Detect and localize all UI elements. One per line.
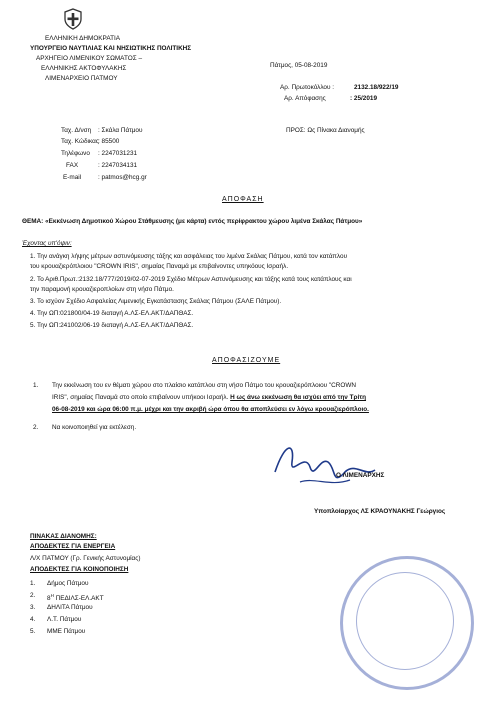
consideration-1-line-1: 1. Την ανάγκη λήψης μέτρων αστυνόμευσης τάξης και ασφάλειας του λιμένα Σκάλας Πάτμου, κατά τον κατάπλου [30,253,348,260]
header-line-3: ΑΡΧΗΓΕΙΟ ΛΙΜΕΝΙΚΟΥ ΣΩΜΑΤΟΣ – [36,55,143,62]
consideration-2-line-1: 2. Το Αριθ.Πρωτ.:2132.18/777/2019/02-07-2019 Σχέδιο Μέτρων Αστυνόμευσης και τάξης κατά τους κατάπλους και [30,276,352,283]
decision-2-number: 2. [33,424,39,431]
consideration-3: 3. Το ισχύον Σχέδιο Ασφαλείας Λιμενικής Εγκατάστασης Σκάλας Πάτμου (ΣΑΛΕ Πάτμου). [30,298,282,305]
decision-1-line-2 [52,394,366,402]
action-heading: ΑΠΟΔΕΚΤΕΣ ΓΙΑ ΕΝΕΡΓΕΙΑ [30,543,116,550]
consideration-4: 4. Την ΩΠ:021800/04-19 διαταγή Α.ΛΣ-ΕΛ.ΑΚΤ/ΔΑΠΘΑΣ. [30,310,194,317]
header-line-1: ΕΛΛΗΝΙΚΗ ΔΗΜΟΚΡΑΤΙΑ [45,35,121,42]
contact-zip-value: : 85500 [98,138,120,145]
contact-address-value: : Σκάλα Πάτμου [98,127,143,134]
info-item-5-number: 5. [30,628,36,635]
info-item-2-text [47,592,104,603]
contact-phone-value: : 2247031231 [98,150,138,157]
contact-zip-label: Ταχ. Κώδικας [61,138,99,145]
info-item-2-number: 2. [30,592,36,599]
header-line-5: ΛΙΜΕΝΑΡΧΕΙΟ ΠΑΤΜΟΥ [45,75,118,82]
consideration-5: 5. Την ΩΠ:241002/06-19 διαταγή Α.ΛΣ-ΕΛ.ΑΚΤ/ΔΑΠΘΑΣ. [30,322,194,329]
decision-1-line-2-plain: IRIS", σημαίας Παναμά στο οποίο επιβαίνουν υπήκοοι Ισραήλ. [52,394,231,401]
info-item-4-text: Λ.Τ. Πάτμου [47,616,82,623]
header-line-4: ΕΛΛΗΝΙΚΗΣ ΑΚΤΟΦΥΛΑΚΗΣ [41,65,127,72]
info-item-2-num-text: 8 [47,595,51,603]
contact-fax-value: : 2247034131 [98,162,138,169]
handwritten-signature [270,432,380,507]
contact-address-label: Ταχ. Δ/νση [61,127,92,134]
action-item-1: Λ/Χ ΠΑΤΜΟΥ (Γρ. Γενικής Αστυνομίας) [30,555,141,562]
decision-1-number: 1. [33,382,39,389]
info-item-2-rest: ΠΕΔΙΛΣ-ΕΛ.ΑΚΤ [53,595,104,603]
info-item-2-sup: Η [50,593,54,598]
subject: ΘΕΜΑ: «Εκκένωση Δημοτικού Χώρου Στάθμευσης (με κάρτα) εντός περίφρακτου χώρου λιμένα Σκάλας Πάτμου» [22,218,363,225]
info-item-1-text: Δήμος Πάτμου [47,580,89,587]
signature-title: Ο ΛΙΜΕΝΑΡΧΗΣ [336,472,385,479]
decision-value: : 25/2019 [350,95,378,102]
decide-heading: ΑΠΟΦΑΣΙΖΟΥΜΕ [212,357,281,364]
info-item-3-number: 3. [30,604,36,611]
info-item-5-text: ΜΜΕ Πάτμου [47,628,86,635]
contact-phone-label: Τηλέφωνο [61,150,90,157]
header-line-2: ΥΠΟΥΡΓΕΙΟ ΝΑΥΤΙΛΙΑΣ ΚΑΙ ΝΗΣΙΩΤΙΚΗΣ ΠΟΛΙΤΙΚΗΣ [30,45,192,52]
contact-email-value: : patmos@hcg.gr [98,174,147,181]
recipient: ΠΡΟΣ: Ως Πίνακα Διανομής [286,127,365,134]
info-item-3-text: ΔΗΛΙΤΑ Πάτμου [47,604,93,611]
decision-2-text: Να κοινοποιηθεί για εκτέλεση. [52,424,137,431]
consideration-2-line-2: την παραμονή κρουαζιεροπλοίων στη νήσο Πάτμο. [30,286,174,293]
protocol-value: 2132.18/922/19 [354,84,399,91]
contact-email-label: E-mail [63,174,82,181]
contact-fax-label: FAX [66,162,79,169]
decision-label: Αρ. Απόφασης [284,95,326,102]
coat-of-arms-icon [62,8,84,30]
consideration-1-line-2: του κρουαζιερόπλοιου "CROWN IRIS", σημαίας Παναμά με επιβαίνοντες υπηκόους Ισραήλ. [30,263,289,270]
considering-heading: Έχοντας υπ'όψιν: [22,240,72,247]
info-item-4-number: 4. [30,616,36,623]
decision-1-line-2-emph: Η ως άνω εκκένωση θα ισχύει από την Τρίτη [230,394,367,401]
place-date: Πάτμος, 05-08-2019 [270,62,328,69]
info-heading: ΑΠΟΔΕΚΤΕΣ ΓΙΑ ΚΟΙΝΟΠΟΙΗΣΗ [30,566,129,573]
protocol-label: Αρ. Πρωτοκόλλου : [280,84,335,91]
decision-1-line-3: 06-08-2019 και ώρα 06:00 π.μ. μέχρι και την ακριβή ώρα όπου θα αποπλεύσει εν λόγω κρουαζιερόπλοιο. [52,406,369,413]
decision-heading: ΑΠΟΦΑΣΗ [222,196,264,203]
distribution-heading: ΠΙΝΑΚΑΣ ΔΙΑΝΟΜΗΣ: [30,533,97,540]
decision-1-line-1: Την εκκένωση του εν θέματι χώρου στο πλαίσιο κατάπλου στη νήσο Πάτμο του κρουαζιερόπλοιου "CROWN [52,382,357,389]
official-stamp-inner [356,572,454,670]
info-item-1-number: 1. [30,580,36,587]
signature-name: Υποπλοίαρχος ΛΣ ΚΡΑΟΥΝΑΚΗΣ Γεώργιος [314,508,446,515]
